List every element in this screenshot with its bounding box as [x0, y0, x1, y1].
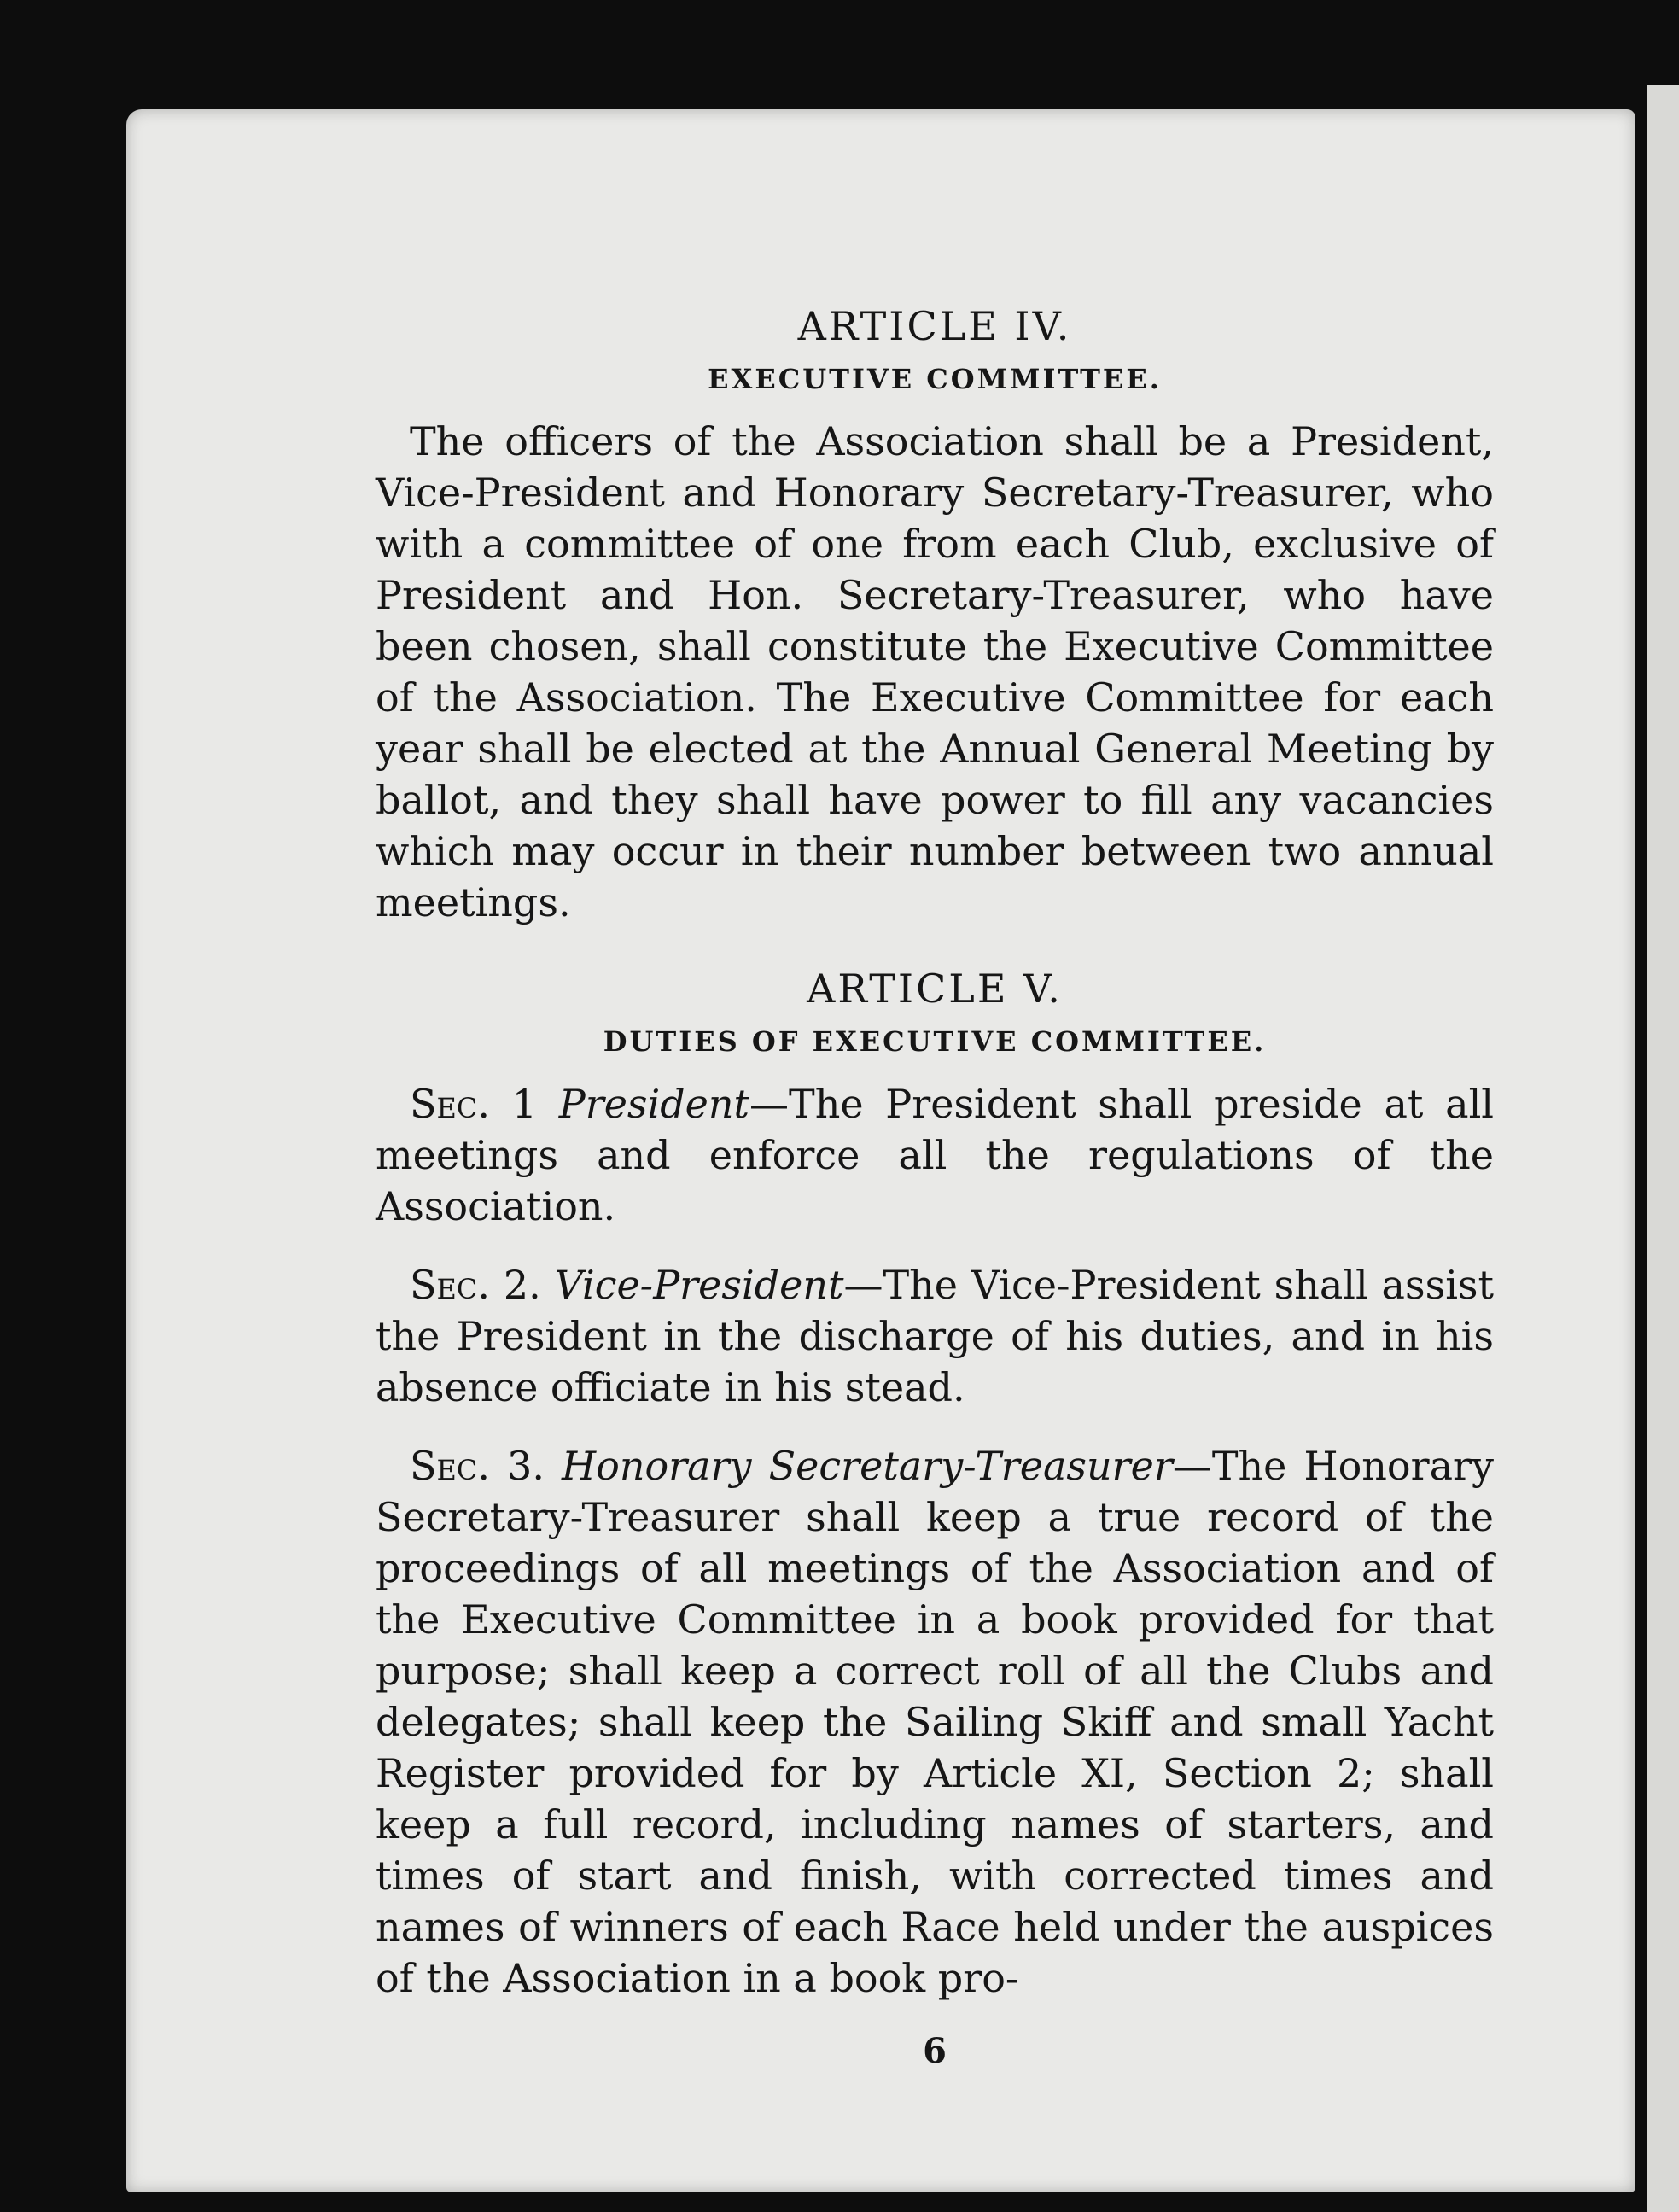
- article-iv-title: ARTICLE IV.: [797, 303, 1072, 349]
- section-3-label: Sec. 3.: [410, 1443, 545, 1489]
- article-v-title: ARTICLE V.: [807, 966, 1063, 1012]
- page-text: [376, 303, 1494, 2071]
- facing-page-edge: [1647, 85, 1679, 2212]
- section-1-label: Sec. 1: [410, 1081, 537, 1127]
- page-number: 6: [923, 2031, 947, 2071]
- section-3-paragraph: [376, 1440, 1494, 2004]
- article-iv-subtitle: EXECUTIVE COMMITTEE.: [708, 363, 1162, 395]
- section-3-text: —The Honorary Secretary-Treasurer shall keep a true record of the proceedings of all meetings of the Association and of the Executive Committee in a book provided for that purpose; shall keep a correct roll of all the Clubs and delegates; shall keep the Sailing Skiff and small Yacht Register provided for by Article XI, Section 2; shall keep a full record, including names of starters, and times of start and finish, with corrected times and names of winners of each Race held under the auspices of the Association in a book pro-: [376, 1443, 1494, 2001]
- section-1-text: —The President shall preside at all meetings and enforce all the regulations of the Association.: [376, 1081, 1495, 1229]
- section-3-heading: Honorary Secretary-Treasurer: [562, 1443, 1173, 1489]
- section-2-label: Sec. 2.: [410, 1262, 541, 1308]
- article-iv-body: The officers of the Association shall be a President, Vice-President and Honorary Secretary-Treasurer, who with a committee of one from each Club, exclusive of President and Hon. Secretary-Treasurer, who have been chosen, shall constitute the Executive Committee of the Association. The Executive Committee for each year shall be elected at the Annual General Meeting by ballot, and they shall have power to fill any vacancies which may occur in their number between two annual meetings.: [376, 418, 1494, 925]
- section-2-paragraph: [376, 1259, 1494, 1413]
- section-2-heading: Vice-President: [554, 1262, 844, 1308]
- section-1-heading: President: [558, 1081, 750, 1127]
- section-1-paragraph: [376, 1078, 1494, 1232]
- section-2-text: —The Vice-President shall assist the President in the discharge of his duties, and in his absence officiate in his stead.: [376, 1262, 1494, 1410]
- article-v-subtitle: DUTIES OF EXECUTIVE COMMITTEE.: [603, 1025, 1267, 1058]
